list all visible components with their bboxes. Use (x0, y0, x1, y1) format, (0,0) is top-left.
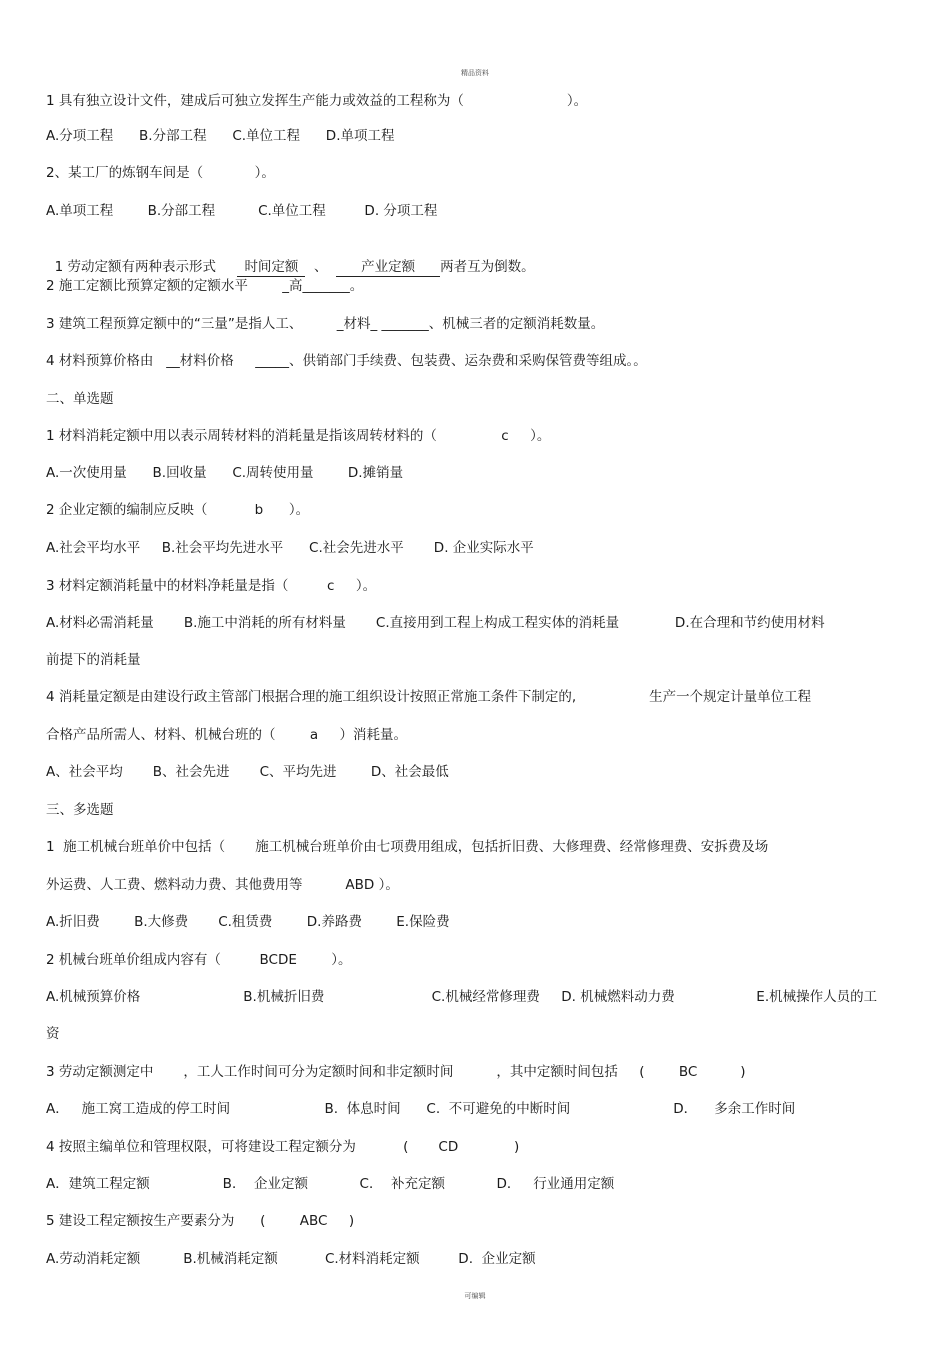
single-q1-options: A.一次使用量 B.回收量 C.周转使用量 D.摊销量 (46, 465, 404, 481)
section-heading-single: 二、单选题 (46, 391, 114, 407)
fill-q1-mid: 、 (305, 259, 337, 275)
page-header: 精品资料 (461, 69, 489, 77)
fill-q1-blank2: 产业定额 (336, 258, 440, 277)
multi-q5-options: A.劳动消耗定额 B.机械消耗定额 C.材料消耗定额 D. 企业定额 (46, 1251, 536, 1267)
single-q1-stem: 1 材料消耗定额中用以表示周转材料的消耗量是指该周转材料的（ c ）。 (46, 428, 551, 444)
multi-q2-stem: 2 机械台班单价组成内容有（ BCDE ）。 (46, 952, 352, 968)
multi-q5-stem: 5 建设工程定额按生产要素分为 ( ABC ) (46, 1213, 355, 1229)
multi-q1-options: A.折旧费 B.大修费 C.租赁费 D.养路费 E.保险费 (46, 914, 450, 930)
section-heading-multi: 三、多选题 (46, 802, 114, 818)
fill-q1-blank1: 时间定额 (237, 258, 305, 277)
q2-stem: 2、某工厂的炼钢车间是（ ）。 (46, 165, 275, 181)
multi-q4-stem: 4 按照主编单位和管理权限，可将建设工程定额分为 ( CD ) (46, 1139, 520, 1155)
q1-stem: 1 具有独立设计文件，建成后可独立发挥生产能力或效益的工程称为（ ）。 (46, 93, 588, 109)
multi-q3-stem: 3 劳动定额测定中 ，工人工作时间可分为定额时间和非定额时间 ，其中定额时间包括 ( BC ) (46, 1064, 746, 1080)
fill-q1-post: 两者互为倒数。 (440, 259, 535, 275)
single-q2-stem: 2 企业定额的编制应反映（ b ）。 (46, 502, 310, 518)
q2-options: A.单项工程 B.分部工程 C.单位工程 D. 分项工程 (46, 203, 438, 219)
multi-q1-stem: 1 施工机械台班单价中包括（ 施工机械台班单价由七项费用组成，包括折旧费、大修理费、经常修理费、安拆费及场 (46, 839, 769, 855)
single-q4-options: A、社会平均 B、社会先进 C、平均先进 D、社会最低 (46, 764, 449, 780)
multi-q3-options: A． 施工窝工造成的停工时间 B. 体息时间 C. 不可避免的中断时间 D． 多余工作时间 (46, 1101, 796, 1117)
single-q3-stem: 3 材料定额消耗量中的材料净耗量是指（ c ）。 (46, 578, 377, 594)
fill-q1-pre: 1 劳动定额有两种表示形式 (54, 259, 238, 275)
fill-q1 (46, 240, 535, 277)
fill-q4: 4 材料预算价格由 __材料价格 _____、供销部门手续费、包装费、运杂费和采购保管费等组成。。 (46, 353, 647, 369)
page-footer: 可编辑 (464, 1292, 486, 1300)
q1-options: A.分项工程 B.分部工程 C.单位工程 D.单项工程 (46, 128, 395, 144)
fill-q3: 3 建筑工程预算定额中的“三量”是指人工、 _材料_ _______、机械三者的定额消耗数量。 (46, 316, 605, 332)
fill-q2: 2 施工定额比预算定额的定额水平 _高_______。 (46, 278, 364, 294)
single-q3-options: A.材料必需消耗量 B.施工中消耗的所有材料量 C.直接用到工程上构成工程实体的消耗量 D.在合理和节约使用材料 (46, 615, 825, 631)
single-q2-options: A.社会平均水平 B.社会平均先进水平 C.社会先进水平 D. 企业实际水平 (46, 540, 534, 556)
single-q4-stem: 4 消耗量定额是由建设行政主管部门根据合理的施工组织设计按照正常施工条件下制定的, 生产一个规定计量单位工程 (46, 689, 812, 705)
multi-q4-options: A．建筑工程定额 B． 企业定额 C． 补充定额 D． 行业通用定额 (46, 1176, 615, 1192)
single-q4-stem-cont: 合格产品所需人、材料、机械台班的（ a ）消耗量。 (46, 727, 408, 743)
multi-q2-options: A.机械预算价格 B.机械折旧费 C.机械经常修理费 D. 机械燃料动力费 E.机械操作人员的工 (46, 989, 878, 1005)
multi-q1-stem-cont: 外运费、人工费、燃料动力费、其他费用等 ABD ）。 (46, 877, 399, 893)
single-q3-options-cont: 前提下的消耗量 (46, 652, 141, 668)
multi-q2-options-cont: 资 (46, 1026, 60, 1042)
